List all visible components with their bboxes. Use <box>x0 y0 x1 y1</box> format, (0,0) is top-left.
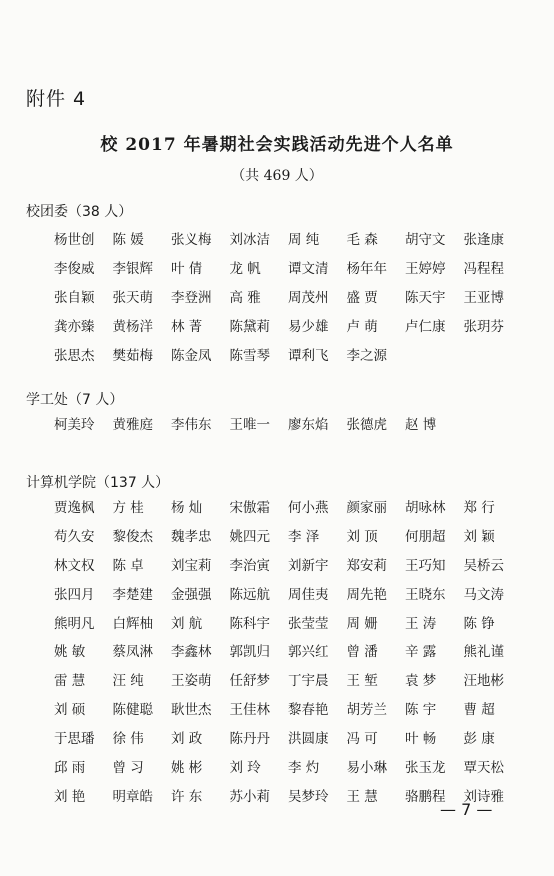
person-name: 曾 习 <box>112 760 144 777</box>
person-name: 谭利飞 <box>288 347 329 364</box>
person-name: 辛 露 <box>405 644 437 661</box>
person-name: 易少雄 <box>288 318 329 335</box>
person-name: 王 慧 <box>346 788 378 805</box>
person-name: 杨世创 <box>54 232 95 248</box>
person-name: 王巧知 <box>405 557 446 574</box>
attachment-label: 附件 4 <box>26 88 87 110</box>
person-name: 张莹莹 <box>288 615 329 632</box>
person-name: 王亚博 <box>463 289 504 306</box>
person-name: 汪地彬 <box>463 673 504 690</box>
person-name: 覃天松 <box>463 760 504 777</box>
person-name: 刘 艳 <box>54 788 86 805</box>
person-name: 胡守文 <box>405 232 446 248</box>
person-name: 毛 森 <box>346 232 378 248</box>
person-name: 王姿萌 <box>171 673 212 690</box>
person-name: 彭 康 <box>463 731 495 748</box>
person-name: 明章皓 <box>112 788 153 805</box>
person-name: 郭兴红 <box>288 644 329 661</box>
person-name: 王唯一 <box>229 417 270 433</box>
person-name: 许 东 <box>171 788 203 805</box>
person-name: 刘宝莉 <box>171 557 212 574</box>
person-name: 刘 政 <box>171 731 203 748</box>
person-name: 洪圆康 <box>288 731 329 748</box>
person-name: 张逢康 <box>463 232 504 248</box>
person-name: 刘 颖 <box>463 528 495 545</box>
person-name: 胡芳兰 <box>346 702 387 719</box>
person-name: 李伟东 <box>171 417 212 433</box>
person-name: 陈黛莉 <box>229 318 270 335</box>
person-name: 曹 超 <box>463 702 495 719</box>
person-name: 龙 帆 <box>229 260 261 277</box>
person-name: 吴桥云 <box>463 557 504 574</box>
person-name: 黄杨洋 <box>112 318 153 335</box>
person-name: 李治寅 <box>229 557 270 574</box>
person-name: 刘新宇 <box>288 557 329 574</box>
person-name: 徐 伟 <box>112 731 144 748</box>
person-name: 刘 硕 <box>54 702 86 719</box>
person-name: 邱 雨 <box>54 760 86 777</box>
person-name: 陈天宇 <box>405 289 446 306</box>
person-name: 丁宇晨 <box>288 673 329 690</box>
person-name: 林 菁 <box>171 318 203 335</box>
person-name: 黎俊杰 <box>112 528 153 545</box>
person-name: 盛 贾 <box>346 289 378 306</box>
person-name: 蔡凤淋 <box>112 644 153 661</box>
person-name: 张义梅 <box>171 232 212 248</box>
person-name: 王晓东 <box>405 586 446 603</box>
person-name: 李登洲 <box>171 289 212 306</box>
person-name: 陈雪琴 <box>229 347 270 364</box>
person-name: 贾逸枫 <box>54 500 95 516</box>
person-name: 叶 畅 <box>405 731 437 748</box>
person-name: 陈科宇 <box>229 615 270 632</box>
person-name: 陈 铮 <box>463 615 495 632</box>
person-name: 白辉柚 <box>112 615 153 632</box>
name-grid-youth-league <box>54 226 524 370</box>
person-name: 李 泽 <box>288 528 320 545</box>
person-name: 林文权 <box>54 557 95 574</box>
person-name: 刘冰洁 <box>229 232 270 248</box>
person-name: 王婷婷 <box>405 260 446 277</box>
person-name: 陈金凤 <box>171 347 212 364</box>
person-name: 李楚建 <box>112 586 153 603</box>
person-name: 李银辉 <box>112 260 153 277</box>
person-name: 刘 顶 <box>346 528 378 545</box>
person-name: 谭文清 <box>288 260 329 277</box>
section-heading-computer-school: 计算机学院（137 人） <box>26 475 170 491</box>
person-name: 马文涛 <box>463 586 504 603</box>
person-name: 黎春艳 <box>288 702 329 719</box>
person-name: 柯美玲 <box>54 417 95 433</box>
name-grid-student-affairs <box>54 411 524 440</box>
person-name: 廖东焰 <box>288 417 329 433</box>
person-name: 高 雅 <box>229 289 261 306</box>
person-name: 陈丹丹 <box>229 731 270 748</box>
person-name: 曾 潘 <box>346 644 378 661</box>
person-name: 姚 彬 <box>171 760 203 777</box>
person-name: 李鑫林 <box>171 644 212 661</box>
person-name: 李之源 <box>346 347 387 364</box>
person-name: 卢 萌 <box>346 318 378 335</box>
person-name: 耿世杰 <box>171 702 212 719</box>
person-name: 李俊威 <box>54 260 95 277</box>
person-name: 冯程程 <box>463 260 504 277</box>
person-name: 刘 航 <box>171 615 203 632</box>
person-name: 陈 媛 <box>112 232 144 248</box>
person-name: 刘 玲 <box>229 760 261 777</box>
person-name: 苟久安 <box>54 528 95 545</box>
page-number: — 7 — <box>440 800 493 819</box>
person-name: 张自颖 <box>54 289 95 306</box>
person-name: 陈远航 <box>229 586 270 603</box>
person-name: 冯 可 <box>346 731 378 748</box>
person-name: 周 纯 <box>288 232 320 248</box>
total-count: （共 469 人） <box>231 168 323 184</box>
person-name: 易小琳 <box>346 760 387 777</box>
person-name: 魏孝忠 <box>171 528 212 545</box>
person-name: 姚四元 <box>229 528 270 545</box>
person-name: 胡咏林 <box>405 500 446 516</box>
person-name: 杨年年 <box>346 260 387 277</box>
person-name: 姚 敏 <box>54 644 86 661</box>
person-name: 陈健聪 <box>112 702 153 719</box>
person-name: 龚亦臻 <box>54 318 95 335</box>
person-name: 郑安莉 <box>346 557 387 574</box>
person-name: 陈 卓 <box>112 557 144 574</box>
person-name: 张德虎 <box>346 417 387 433</box>
person-name: 熊礼谨 <box>463 644 504 661</box>
person-name: 王 涛 <box>405 615 437 632</box>
person-name: 何朋超 <box>405 528 446 545</box>
person-name: 何小燕 <box>288 500 329 516</box>
person-name: 樊茹梅 <box>112 347 153 364</box>
person-name: 叶 倩 <box>171 260 203 277</box>
section-heading-youth-league: 校团委（38 人） <box>26 204 133 220</box>
person-name: 骆鹏程 <box>405 788 446 805</box>
person-name: 周 姗 <box>346 615 378 632</box>
document-title: 校 2017 年暑期社会实践活动先进个人名单 <box>100 135 454 155</box>
person-name: 郭凯归 <box>229 644 270 661</box>
name-grid-computer-school <box>54 494 524 812</box>
person-name: 张玉龙 <box>405 760 446 777</box>
person-name: 颜家丽 <box>346 500 387 516</box>
person-name: 赵 博 <box>405 417 437 433</box>
person-name: 张天萌 <box>112 289 153 306</box>
person-name: 卢仁康 <box>405 318 446 335</box>
person-name: 陈 宇 <box>405 702 437 719</box>
person-name: 王佳林 <box>229 702 270 719</box>
person-name: 吴梦玲 <box>288 788 329 805</box>
person-name: 黄雅庭 <box>112 417 153 433</box>
person-name: 刘诗雅 <box>463 788 504 805</box>
person-name: 张玥芬 <box>463 318 504 335</box>
person-name: 汪 纯 <box>112 673 144 690</box>
section-heading-student-affairs: 学工处（7 人） <box>26 392 124 408</box>
person-name: 宋傲霜 <box>229 500 270 516</box>
person-name: 任舒梦 <box>229 673 270 690</box>
person-name: 金强强 <box>171 586 212 603</box>
person-name: 方 桂 <box>112 500 144 516</box>
person-name: 周佳夷 <box>288 586 329 603</box>
person-name: 于思璠 <box>54 731 95 748</box>
person-name: 郑 行 <box>463 500 495 516</box>
person-name: 张思杰 <box>54 347 95 364</box>
person-name: 熊明凡 <box>54 615 95 632</box>
person-name: 袁 梦 <box>405 673 437 690</box>
person-name: 雷 慧 <box>54 673 86 690</box>
person-name: 张四月 <box>54 586 95 603</box>
person-name: 王 堑 <box>346 673 378 690</box>
person-name: 杨 灿 <box>171 500 203 516</box>
person-name: 李 灼 <box>288 760 320 777</box>
person-name: 苏小莉 <box>229 788 270 805</box>
person-name: 周先艳 <box>346 586 387 603</box>
person-name: 周茂州 <box>288 289 329 306</box>
